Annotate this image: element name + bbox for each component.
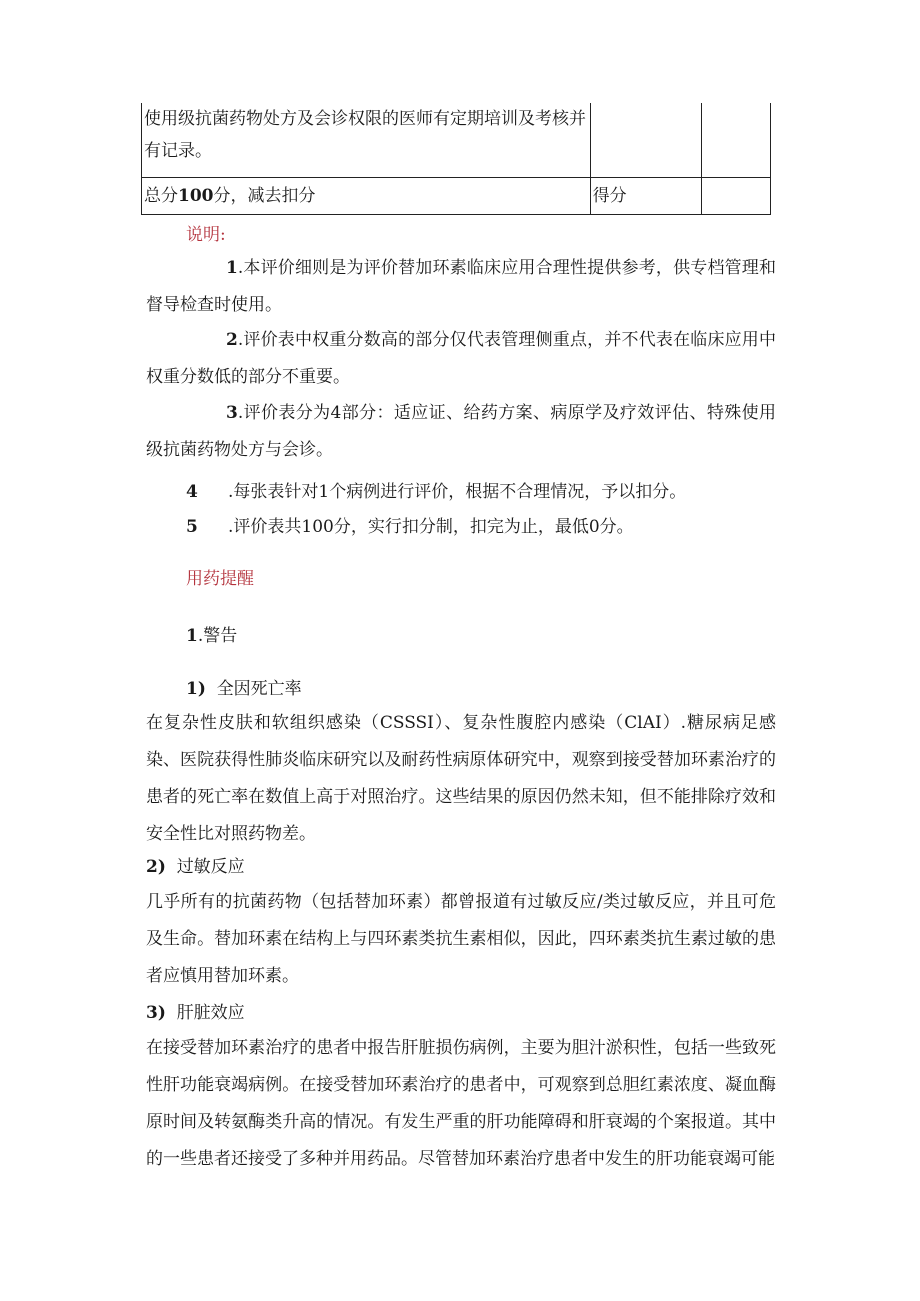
- note-item-5: [186, 512, 634, 537]
- section-heading-2: [146, 852, 245, 877]
- section-title: 全因死亡率: [216, 679, 302, 699]
- note-item-4: [186, 477, 686, 502]
- table-row: [142, 103, 771, 178]
- warning-heading: [186, 621, 237, 646]
- note-number: 5: [186, 517, 198, 537]
- table-cell-criteria: [142, 103, 591, 178]
- criteria-text: 使用级抗菌药物处方及会诊权限的医师有定期培训及考核并有记录。: [144, 109, 586, 161]
- note-number: 2: [226, 330, 238, 350]
- section-body-3: 在接受替加环素治疗的患者中报告肝脏损伤病例，主要为胆汁淤积性，包括一些致死性肝功能衰竭病例。在接受替加环素治疗的患者中，可观察到总胆红素浓度、凝血酶原时间及转氨酶类升高的情况。有发生严重的肝功能障碍和肝衰竭的个案报道。其中的一些患者还接受了多种并用药品。尽管替加环素治疗患者中发生的肝功能衰竭可能: [146, 1038, 776, 1169]
- score-label-cell: 得分: [590, 178, 701, 215]
- evaluation-table: [141, 103, 771, 215]
- section-number: 2): [146, 857, 166, 877]
- section-body-1: 在复杂性皮肤和软组织感染（CSSSI）、复杂性腹腔内感染（ClAI）.糖尿病足感染、医院获得性肺炎临床研究以及耐药性病原体研究中，观察到接受替加环素治疗的患者的死亡率在数值上高于对照治疗。这些结果的原因仍然未知，但不能排除疗效和安全性比对照药物差。: [146, 713, 776, 844]
- section-body-2: 几乎所有的抗菌药物（包括替加环素）都曾报道有过敏反应/类过敏反应，并且可危及生命。替加环素在结构上与四环素类抗生素相似，因此，四环素类抗生素过敏的患者应慎用替加环素。: [146, 892, 776, 986]
- table-cell-extra: [701, 103, 770, 178]
- note-text: .每张表针对1个病例进行评价，根据不合理情况，予以扣分。: [228, 482, 687, 502]
- total-value: 100: [178, 186, 214, 206]
- note-item-2: [146, 322, 776, 396]
- table-cell-score: [590, 103, 701, 178]
- reminder-title: 用药提醒: [186, 569, 254, 589]
- notes-title: 说明:: [186, 225, 226, 245]
- note-number: 3: [226, 403, 238, 423]
- section-number: 1): [186, 679, 206, 699]
- section-number: 3): [146, 1003, 166, 1023]
- note-number: 1: [226, 258, 238, 278]
- score-value-cell: [701, 178, 770, 215]
- note-text: .本评价细则是为评价替加环素临床应用合理性提供参考，供专档管理和督导检查时使用。: [146, 258, 776, 315]
- section-heading-3: [146, 998, 245, 1023]
- note-number: 4: [186, 482, 198, 502]
- total-suffix: 分，减去扣分: [213, 186, 316, 206]
- section-title: 肝脏效应: [176, 1003, 245, 1023]
- note-text: .评价表分为4部分：适应证、给药方案、病原学及疗效评估、特殊使用级抗菌药物处方与会诊。: [146, 403, 776, 460]
- section-heading-1: [186, 674, 302, 699]
- note-text: .评价表共100分，实行扣分制，扣完为止，最低0分。: [228, 517, 634, 537]
- note-item-3: [146, 395, 776, 469]
- total-score-cell: [142, 178, 591, 215]
- total-prefix: 总分: [144, 186, 178, 206]
- warning-label: .警告: [197, 626, 238, 646]
- section-title: 过敏反应: [176, 857, 245, 877]
- note-item-1: [146, 250, 776, 324]
- warning-number: 1: [186, 626, 198, 646]
- note-text: .评价表中权重分数高的部分仅代表管理侧重点，并不代表在临床应用中权重分数低的部分不重要。: [146, 330, 776, 387]
- table-row-total: [142, 178, 771, 215]
